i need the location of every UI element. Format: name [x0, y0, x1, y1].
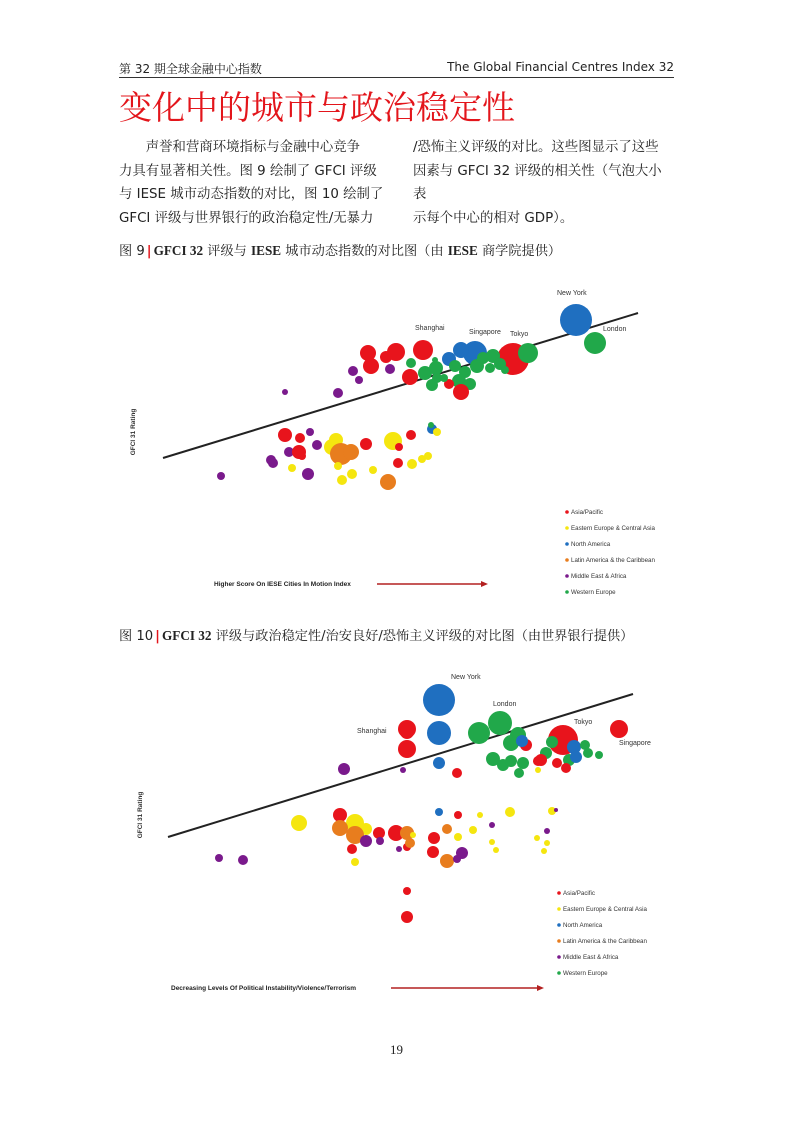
bubble: [429, 361, 443, 375]
bubble: [442, 824, 452, 834]
caption-text: 商学院提供）: [477, 244, 562, 259]
bubble: [266, 455, 276, 465]
y-axis-label: GFCI 31 Rating: [137, 791, 144, 839]
bubble: [544, 840, 550, 846]
bubble: [334, 462, 342, 470]
legend-marker: [565, 542, 569, 546]
city-label-tokyo: Tokyo: [574, 719, 593, 726]
bubble: [396, 846, 402, 852]
bubble: [505, 755, 517, 767]
figure-9-caption: [119, 240, 561, 259]
bubble: [360, 835, 372, 847]
bubble: [546, 736, 558, 748]
bubble: [534, 835, 540, 841]
bubble: [449, 360, 461, 372]
bubble: [488, 711, 512, 735]
legend-marker: [557, 971, 561, 975]
bubble: [477, 812, 483, 818]
bubble: [424, 452, 432, 460]
caption-text: 评级与: [203, 244, 252, 259]
legend-label: Latin America & the Caribbean: [563, 938, 647, 945]
bubble: [554, 808, 558, 812]
body-left-column: [119, 136, 389, 230]
bubble: [360, 438, 372, 450]
bubble: [468, 722, 490, 744]
body-line: GFCI 评级与世界银行的政治稳定性/无暴力: [119, 210, 374, 226]
bubble: [501, 366, 509, 374]
bubble: [332, 820, 348, 836]
bubble: [337, 475, 347, 485]
bubble: [518, 343, 538, 363]
body-line: 声誉和营商环境指标与金融中心竞争: [119, 140, 361, 155]
section-title: 变化中的城市与政治稳定性: [119, 88, 515, 127]
bubble: [477, 352, 489, 364]
bubble: [215, 854, 223, 862]
bubble: [433, 428, 441, 436]
bubble: [351, 858, 359, 866]
city-label-singapore: Singapore: [619, 740, 651, 747]
bubble: [333, 808, 347, 822]
bubble: [295, 433, 305, 443]
bubble: [610, 720, 628, 738]
bubble: [583, 748, 593, 758]
header-left: 第 32 期全球金融中心指数: [119, 62, 262, 76]
bubble: [428, 422, 434, 428]
legend-label: Asia/Pacific: [563, 890, 595, 897]
bubble: [561, 763, 571, 773]
x-axis-arrowhead: [481, 581, 488, 587]
bubble: [217, 472, 225, 480]
caption-bold: IESE: [447, 243, 478, 258]
legend-label: Eastern Europe & Central Asia: [563, 906, 647, 913]
legend-label: Eastern Europe & Central Asia: [571, 525, 655, 532]
bubble: [347, 844, 357, 854]
body-line: 力具有显著相关性。图 9 绘制了 GFCI 评级: [119, 163, 377, 179]
bubble: [560, 304, 592, 336]
caption-bold: GFCI 32: [153, 243, 204, 258]
caption-bold: GFCI 32: [162, 628, 212, 643]
bubble: [369, 466, 377, 474]
y-axis-label: GFCI 31 Rating: [130, 408, 137, 456]
legend-marker: [565, 510, 569, 514]
legend-label: Middle East & Africa: [571, 573, 627, 580]
caption-text: 评级与政治稳定性/治安良好/恐怖主义评级的对比图（由世界银行提供）: [211, 629, 634, 644]
bubble: [376, 837, 384, 845]
bubble: [355, 376, 363, 384]
bubble: [544, 828, 550, 834]
bubble: [485, 363, 495, 373]
bubble: [400, 767, 406, 773]
bubble: [541, 848, 547, 854]
bubble: [402, 369, 418, 385]
bubble: [400, 725, 414, 739]
legend-label: Western Europe: [563, 970, 608, 977]
bubble: [395, 443, 403, 451]
bubble: [398, 740, 416, 758]
bubble: [306, 428, 314, 436]
x-axis-label: Decreasing Levels Of Political Instability/Violence/Terrorism: [171, 985, 357, 992]
bubble: [333, 388, 343, 398]
legend-marker: [565, 590, 569, 594]
bubble: [516, 735, 528, 747]
legend-label: Latin America & the Caribbean: [571, 557, 655, 564]
bubble: [380, 474, 396, 490]
legend: [565, 509, 655, 596]
legend-marker: [557, 955, 561, 959]
city-label-tokyo: Tokyo: [510, 331, 529, 338]
bubble: [405, 838, 415, 848]
bubble: [278, 428, 292, 442]
bubble: [298, 452, 306, 460]
bubble: [347, 469, 357, 479]
legend-marker: [557, 939, 561, 943]
city-label-singapore: Singapore: [469, 329, 501, 336]
bubble: [282, 389, 288, 395]
bubble: [570, 751, 582, 763]
bubble: [385, 364, 395, 374]
body-line: /恐怖主义评级的对比。这些图显示了这些: [413, 140, 659, 155]
caption-divider: |: [146, 244, 152, 259]
legend-label: Asia/Pacific: [571, 509, 603, 516]
bubble: [454, 833, 462, 841]
bubble: [440, 374, 448, 382]
page-header: [119, 59, 674, 78]
body-line: 示每个中心的相对 GDP）。: [413, 210, 574, 226]
x-axis-arrowhead: [537, 985, 544, 991]
bubble: [493, 847, 499, 853]
legend-marker: [557, 907, 561, 911]
bubble: [453, 342, 469, 358]
bubble: [454, 811, 462, 819]
bubble: [291, 815, 307, 831]
legend: [557, 890, 647, 977]
caption-bold: IESE: [251, 243, 282, 258]
legend-label: Middle East & Africa: [563, 954, 619, 961]
city-label-new-york: New York: [451, 674, 481, 681]
bubble: [363, 358, 379, 374]
bubble: [517, 757, 529, 769]
body-line: 因素与 GFCI 32 评级的相关性（气泡大小表: [413, 163, 662, 202]
page-number: 19: [390, 1042, 403, 1057]
caption-number: 图 9: [119, 244, 145, 259]
bubble: [453, 855, 461, 863]
bubble: [505, 807, 515, 817]
bubble: [393, 458, 403, 468]
bubble: [288, 464, 296, 472]
bubble: [406, 358, 416, 368]
bubble: [453, 384, 469, 400]
body-line: 与 IESE 城市动态指数的对比，图 10 绘制了: [119, 187, 384, 202]
city-label-shanghai: Shanghai: [415, 325, 445, 332]
bubble: [428, 832, 440, 844]
caption-text: 城市动态指数的对比图（由: [281, 244, 448, 259]
bubble: [440, 854, 454, 868]
bubble: [489, 822, 495, 828]
caption-number: 图 10: [119, 629, 154, 644]
bubble: [433, 757, 445, 769]
legend-label: Western Europe: [571, 589, 616, 596]
bubble: [427, 721, 451, 745]
bubble: [427, 846, 439, 858]
bubble: [348, 366, 358, 376]
bubble: [423, 684, 455, 716]
bubble: [338, 763, 350, 775]
bubble: [401, 911, 413, 923]
bubble: [452, 768, 462, 778]
bubble: [238, 855, 248, 865]
bubble: [407, 459, 417, 469]
legend-marker: [565, 526, 569, 530]
bubble: [413, 340, 433, 360]
bubble: [410, 832, 416, 838]
bubble: [595, 751, 603, 759]
city-label-new-york: New York: [557, 290, 587, 297]
bubble: [302, 468, 314, 480]
bubble: [469, 826, 477, 834]
body-right-column: [413, 136, 675, 230]
legend-label: North America: [563, 922, 603, 929]
city-label-london: London: [603, 326, 627, 333]
bubble: [406, 430, 416, 440]
legend-marker: [557, 891, 561, 895]
bubble: [535, 767, 541, 773]
legend-marker: [565, 574, 569, 578]
figure-10-caption: [119, 625, 633, 644]
legend-marker: [565, 558, 569, 562]
city-label-shanghai: Shanghai: [357, 728, 387, 735]
header-right: The Global Financial Centres Index 32: [447, 60, 674, 74]
legend-label: North America: [571, 541, 611, 548]
figure-10-bubble-chart: [119, 665, 679, 1000]
bubble: [552, 758, 562, 768]
bubble: [514, 768, 524, 778]
bubble: [312, 440, 322, 450]
bubble: [403, 887, 411, 895]
bubble: [535, 754, 547, 766]
city-label-london: London: [493, 701, 517, 708]
legend-marker: [557, 923, 561, 927]
figure-9-bubble-chart: [119, 280, 679, 605]
bubble: [584, 332, 606, 354]
bubble: [432, 357, 438, 363]
x-axis-label: Higher Score On IESE Cities In Motion Index: [214, 581, 351, 588]
caption-divider: |: [155, 629, 160, 644]
bubble: [489, 839, 495, 845]
bubbles: [217, 304, 606, 490]
bubble: [380, 351, 392, 363]
bubble: [435, 808, 443, 816]
bubble: [343, 444, 359, 460]
